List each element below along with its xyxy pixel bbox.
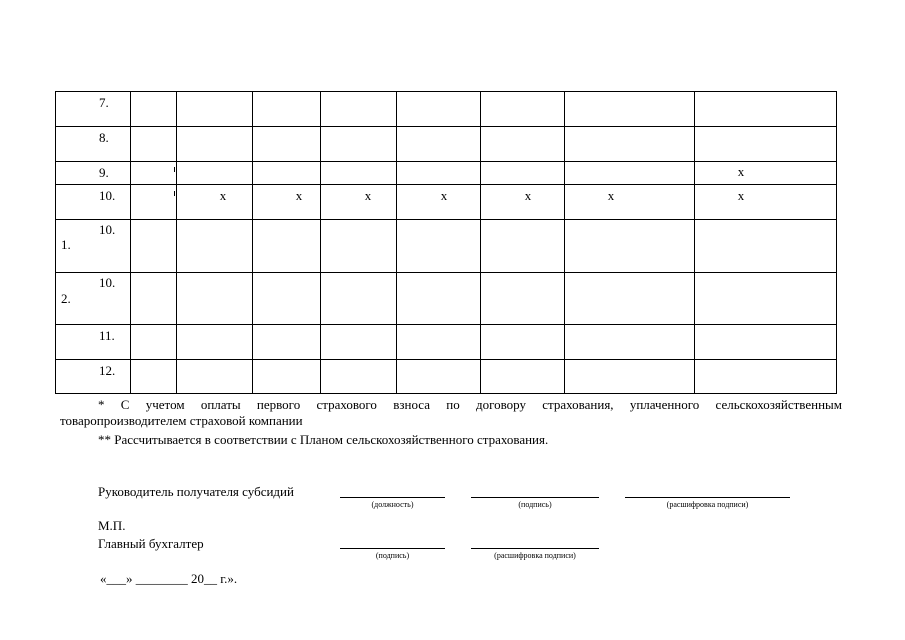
column-divider <box>396 92 397 393</box>
position-line <box>340 497 445 498</box>
footnote-1-line1: * С учетом оплаты первого страхового взноса по договору страхования, уплаченного сельскохозяйственным <box>98 397 842 412</box>
position-caption: (должность) <box>371 500 414 509</box>
row-number: 11. <box>99 328 115 343</box>
row-number: 8. <box>99 130 109 145</box>
row-divider <box>56 161 836 162</box>
signature-line <box>471 497 599 498</box>
signature-caption: (подпись) <box>518 500 552 509</box>
table-cell-mark: x <box>295 188 303 203</box>
table-cell-mark: x <box>607 188 615 203</box>
row-number: 12. <box>99 363 116 378</box>
head-label: Руководитель получателя субсидий <box>98 484 294 499</box>
row-divider <box>56 126 836 127</box>
footnote-2: ** Рассчитывается в соответствии с Планом сельскохозяйственного страхования. <box>98 432 549 447</box>
row-divider <box>56 219 836 220</box>
footnote-1 <box>60 397 842 429</box>
table-cell-mark: x <box>737 164 745 179</box>
column-divider <box>320 92 321 393</box>
column-divider <box>176 92 177 393</box>
row-divider <box>56 324 836 325</box>
column-divider <box>694 92 695 393</box>
row-divider <box>56 359 836 360</box>
row-number: 10. <box>99 275 116 290</box>
accountant-signature-caption: (подпись) <box>375 551 410 560</box>
data-table <box>55 91 837 394</box>
footnote-1-line2: товаропроизводителем страховой компании <box>60 413 303 428</box>
grid-mark <box>174 191 175 196</box>
table-cell-mark: x <box>440 188 448 203</box>
row-number: 10. <box>99 222 116 237</box>
column-divider <box>480 92 481 393</box>
row-divider <box>56 272 836 273</box>
column-divider <box>564 92 565 393</box>
row-subnumber: 1. <box>61 237 71 252</box>
table-cell-mark: x <box>219 188 227 203</box>
row-number: 9. <box>99 165 109 180</box>
column-divider <box>252 92 253 393</box>
accountant-label: Главный бухгалтер <box>98 536 204 551</box>
row-number: 7. <box>99 95 109 110</box>
table-cell-mark: x <box>524 188 532 203</box>
accountant-decode-caption: (расшифровка подписи) <box>494 551 576 560</box>
stamp-label: М.П. <box>98 518 126 533</box>
decode-caption: (расшифровка подписи) <box>666 500 749 509</box>
row-subnumber: 2. <box>61 291 71 306</box>
column-divider <box>130 92 131 393</box>
decode-line <box>625 497 790 498</box>
row-number: 10. <box>99 188 116 203</box>
grid-mark <box>174 167 175 172</box>
row-divider <box>56 184 836 185</box>
accountant-signature-line <box>340 548 445 549</box>
date-line: «___» ________ 20__ г.». <box>100 571 238 586</box>
accountant-decode-line <box>471 548 599 549</box>
table-cell-mark: x <box>737 188 745 203</box>
table-cell-mark: x <box>364 188 372 203</box>
